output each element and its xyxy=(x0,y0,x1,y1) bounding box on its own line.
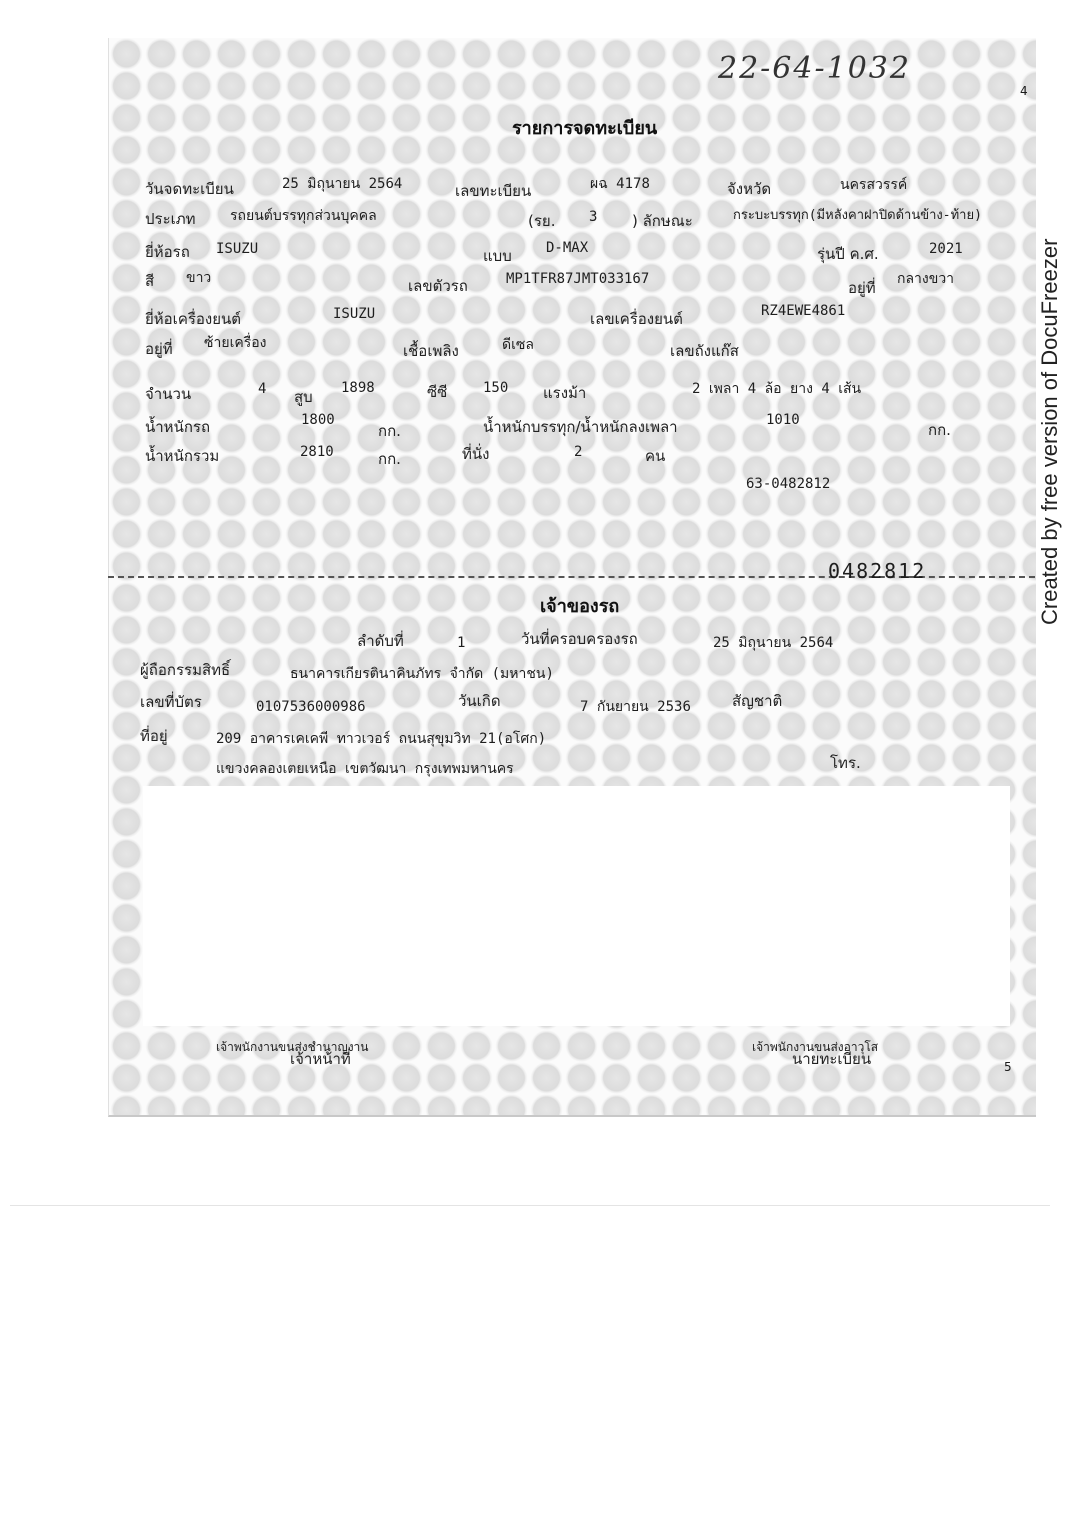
reg-date-value: 25 มิถุนายน 2564 xyxy=(282,176,403,192)
cc-label: ซีซี xyxy=(427,383,448,401)
phone-label: โทร. xyxy=(830,754,861,772)
person-label: คน xyxy=(645,447,666,465)
weight-unit: กก. xyxy=(378,422,401,440)
card-label: เลขที่บัตร xyxy=(140,693,202,711)
docufreezer-watermark: Created by free version of DocuFreezer xyxy=(1037,238,1062,625)
seq-value: 1 xyxy=(457,635,466,651)
fuel-label: เชื้อเพลิง xyxy=(403,342,459,360)
address-line-1: 209 อาคารเคเคพี ทาวเวอร์ ถนนสุขุมวิท 21(อโศก) xyxy=(216,731,547,747)
chassis-loc-label: อยู่ที่ xyxy=(848,279,876,297)
card-value: 0107536000986 xyxy=(256,699,366,715)
engine-brand-value: ISUZU xyxy=(333,306,376,322)
seq-label: ลำดับที่ xyxy=(357,632,404,650)
model-value: D-MAX xyxy=(546,240,589,256)
province-value: นครสวรรค์ xyxy=(840,177,908,193)
nationality-label: สัญชาติ xyxy=(732,692,783,710)
chassis-value: MP1TFR87JMT033167 xyxy=(506,271,650,287)
divider-number: 0482812 xyxy=(828,559,927,583)
gas-tank-label: เลขถังแก๊ส xyxy=(670,342,739,360)
type-value: รถยนต์บรรทุกส่วนบุคคล xyxy=(230,208,377,224)
load-unit: กก. xyxy=(928,421,951,439)
cyl-count-label: จำนวน xyxy=(145,385,192,403)
birth-label: วันเกิด xyxy=(458,692,501,710)
load-value: 1010 xyxy=(766,412,800,428)
hp-label: แรงม้า xyxy=(543,384,587,402)
engine-no-label: เลขเครื่องยนต์ xyxy=(590,310,683,328)
gross-label: น้ำหนักรวม xyxy=(145,447,220,465)
redacted-area xyxy=(143,786,1010,1026)
brand-value: ISUZU xyxy=(216,241,259,257)
gross-value: 2810 xyxy=(300,444,334,460)
engine-brand-label: ยี่ห้อเครื่องยนต์ xyxy=(145,310,242,328)
brand-label: ยี่ห้อรถ xyxy=(145,243,190,261)
cyl-count-value: 4 xyxy=(258,381,267,397)
year-label: รุ่นปี ค.ศ. xyxy=(817,245,879,263)
holder-label: ผู้ถือกรรมสิทธิ์ xyxy=(140,661,231,679)
type-label: ประเภท xyxy=(145,210,196,228)
color-label: สี xyxy=(145,272,155,290)
axle-value: 2 เพลา 4 ล้อ ยาง 4 เส้น xyxy=(692,381,862,397)
seats-value: 2 xyxy=(574,444,583,460)
holder-value: ธนาคารเกียรตินาคินภัทร จำกัด (มหาชน) xyxy=(290,666,554,682)
owner-section-title: เจ้าของรถ xyxy=(540,596,620,617)
type-code-open: (รย. xyxy=(528,212,556,230)
scan-edge-line xyxy=(10,1205,1050,1207)
type-code-value: 3 xyxy=(589,209,598,225)
chassis-label: เลขตัวรถ xyxy=(408,277,468,295)
cc-value: 1898 xyxy=(341,380,375,396)
page-top-number: 4 xyxy=(1020,84,1028,98)
address-line-2: แขวงคลองเตยเหนือ เขตวัฒนา กรุงเทพมหานคร xyxy=(216,761,514,777)
gross-unit: กก. xyxy=(378,450,401,468)
year-value: 2021 xyxy=(929,241,963,257)
right-signature-caption-top: เจ้าพนักงานขนส่งอาวุโส xyxy=(752,1040,879,1054)
chassis-loc-value: กลางขวา xyxy=(897,271,955,287)
left-signature-caption-top: เจ้าพนักงานขนส่งชำนาญงาน xyxy=(216,1040,369,1054)
model-label: แบบ xyxy=(483,247,512,265)
province-label: จังหวัด xyxy=(727,180,772,198)
possession-date-value: 25 มิถุนายน 2564 xyxy=(713,635,834,651)
engine-loc-label: อยู่ที่ xyxy=(145,340,173,358)
hp-value: 150 xyxy=(483,380,509,396)
color-value: ขาว xyxy=(186,270,212,286)
body-value: กระบะบรรทุก(มีหลังคาฝาปิดด้านข้าง-ท้าย) xyxy=(733,208,982,223)
page-bottom-number: 5 xyxy=(1004,1060,1012,1074)
possession-date-label: วันที่ครอบครองรถ xyxy=(521,630,638,648)
registration-section-title: รายการจดทะเบียน xyxy=(512,118,658,139)
weight-label: น้ำหนักรถ xyxy=(145,418,211,436)
birth-value: 7 กันยายน 2536 xyxy=(580,699,691,715)
fuel-value: ดีเซล xyxy=(502,337,534,353)
reg-date-label: วันจดทะเบียน xyxy=(145,180,234,198)
load-label: น้ำหนักบรรทุก/น้ำหนักลงเพลา xyxy=(483,418,678,436)
plate-label: เลขทะเบียน xyxy=(455,182,532,200)
engine-loc-value: ซ้ายเครื่อง xyxy=(204,335,267,351)
cyl-label: สูบ xyxy=(294,388,313,406)
seats-label: ที่นั่ง xyxy=(462,445,490,463)
weight-value: 1800 xyxy=(301,412,335,428)
engine-no-value: RZ4EWE4861 xyxy=(761,303,846,319)
plate-value: ผฉ 4178 xyxy=(590,176,650,192)
right-signature-caption: นายทะเบียน xyxy=(792,1050,872,1068)
left-signature-caption: เจ้าหน้าที่ xyxy=(290,1050,351,1068)
type-code-close: ) ลักษณะ xyxy=(632,212,693,230)
handwritten-number: 22-64-1032 xyxy=(718,51,911,86)
reference-number: 63-0482812 xyxy=(746,476,831,492)
address-label: ที่อยู่ xyxy=(140,727,168,745)
